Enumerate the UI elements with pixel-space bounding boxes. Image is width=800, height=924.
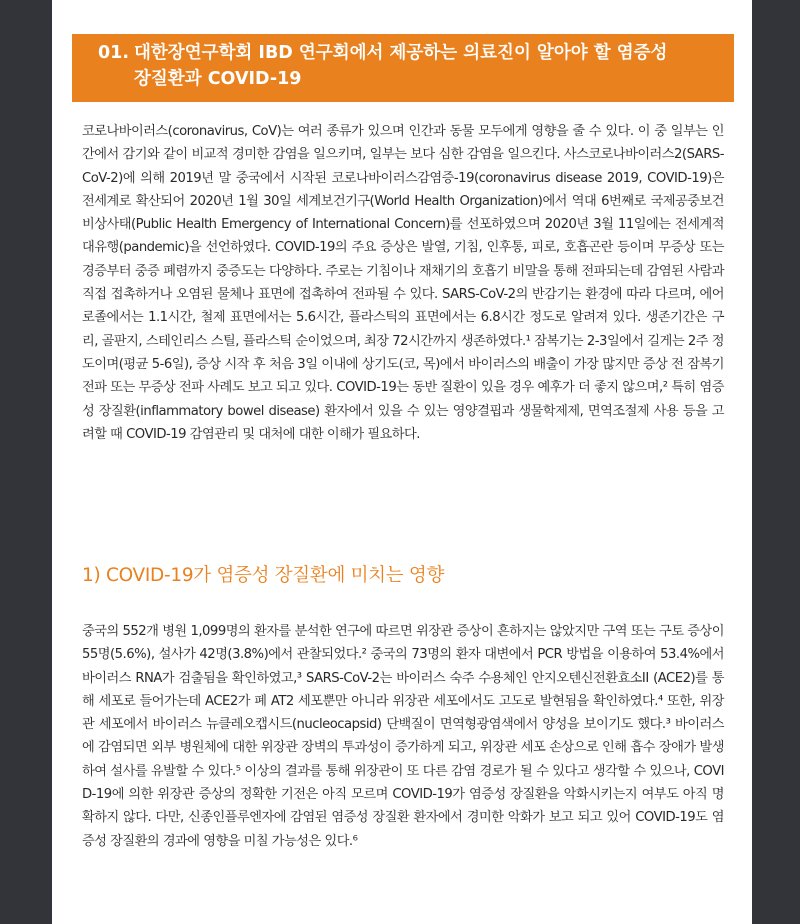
section-title-line2: 장질환과 COVID-19 bbox=[134, 69, 302, 89]
subsection-heading: 1) COVID-19가 염증성 장질환에 미치는 영향 bbox=[82, 565, 445, 586]
section-number: 01. bbox=[98, 43, 130, 63]
section-title-line1: 대한장연구학회 IBD 연구회에서 제공하는 의료진이 알아야 할 염증성 bbox=[134, 43, 668, 63]
section-title-banner bbox=[72, 34, 734, 102]
intro-paragraph: 코로나바이러스(coronavirus, CoV)는 여러 종류가 있으며 인간과 동물 모두에게 영향을 줄 수 있다. 이 중 일부는 인간에서 감기와 같이 비교적 경미한 감염을 일으키며, 일부는 보다 심한 감염을 일으킨다. 사스코로나바이러스2(SARS-CoV-2)에 의해 2019년 말 중국에서 시작된 코로나바이러스감염증-19(coronavirus disease 2019, COVID-19)은 전세계로 확산되어 2020년 1월 30일 세계보건기구(World Health Organization)에서 역대 6번째로 국제공중보건비상사태(Public Health Emergency of International Concern)를 선포하였으며 2020년 3월 11일에는 전세계적 대유행(pandemic)을 선언하였다. COVID-19의 주요 증상은 발열, 기침, 인후통, 피로, 호흡곤란 등이며 무증상 또는 경증부터 중증 폐렴까지 중증도는 다양하다. 주로는 기침이나 재채기의 호흡기 비말을 통해 전파되는데 감염된 사람과 직접 접촉하거나 오염된 물체나 표면에 접촉하여 전파될 수 있다. SARS-CoV-2의 반감기는 환경에 따라 다르며, 에어로졸에서는 1.1시간, 철제 표면에서는 5.6시간, 플라스틱의 표면에서는 6.8시간 정도로 알려져 있다. 생존기간은 구리, 골판지, 스테인리스 스틸, 플라스틱 순이었으며, 최장 72시간까지 생존하였다.¹ 잠복기는 2-3일에서 길게는 2주 정도이며(평균 5-6일), 증상 시작 후 처음 3일 이내에 상기도(코, 목)에서 바이러스의 배출이 가장 많지만 증상 전 잠복기 전파 또는 무증상 전파 사례도 보고 되고 있다. COVID-19는 동반 질환이 있을 경우 예후가 더 좋지 않으며,² 특히 염증성 장질환(inflammatory bowel disease) 환자에서 있을 수 있는 영양결핍과 생물학제제, 면역조절제 사용 등을 고려할 때 COVID-19 감염관리 및 대처에 대한 이해가 필요하다. bbox=[82, 124, 724, 442]
document-page bbox=[52, 0, 752, 924]
subsection-paragraph: 중국의 552개 병원 1,099명의 환자를 분석한 연구에 따르면 위장관 증상이 흔하지는 않았지만 구역 또는 구토 증상이 55명(5.6%), 설사가 42명(3.8%)에서 관찰되었다.² 중국의 73명의 환자 대변에서 PCR 방법을 이용하여 53.4%에서 바이러스 RNA가 검출됨을 확인하였고,³ SARS-CoV-2는 바이러스 숙주 수용체인 안지오텐신전환효소II (ACE2)를 통해 세포로 들어가는데 ACE2가 폐 AT2 세포뿐만 아니라 위장관 세포에서도 고도로 발현됨을 확인하였다.⁴ 또한, 위장관 세포에서 바이러스 뉴클레오캡시드(nucleocapsid) 단백질이 면역형광염색에서 양성을 보이기도 했다.³ 바이러스에 감염되면 외부 병원체에 대한 위장관 장벽의 투과성이 증가하게 되고, 위장관 세포 손상으로 인해 흡수 장애가 발생하여 설사를 유발할 수 있다.⁵ 이상의 결과를 통해 위장관이 또 다른 감염 경로가 될 수 있다고 생각할 수 있으나, COVID-19에 의한 위장관 증상의 정확한 기전은 아직 모르며 COVID-19가 염증성 장질환을 악화시키는지 여부도 아직 명확하지 않다. 다만, 신종인플루엔자에 감염된 염증성 장질환 환자에서 경미한 악화가 보고 되고 있어 COVID-19도 염증성 장질환의 경과에 영향을 미칠 가능성은 있다.⁶ bbox=[82, 624, 724, 849]
